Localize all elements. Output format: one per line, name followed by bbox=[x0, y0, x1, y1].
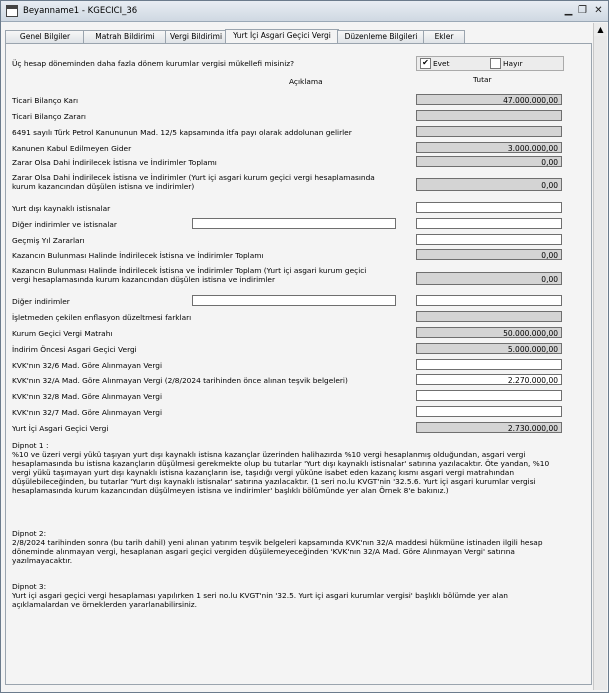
header-tutar: Tutar bbox=[473, 75, 492, 84]
row-label: KVK'nın 32/A Mad. Göre Alınmayan Vergi (2/8/2024 tarihinden önce alınan teşvik belgeleri) bbox=[12, 376, 348, 385]
close-icon[interactable]: ✕ bbox=[594, 5, 603, 16]
row-label: Ticari Bilanço Karı bbox=[12, 96, 79, 105]
header-aciklama: Açıklama bbox=[289, 77, 323, 86]
restore-icon[interactable]: ❐ bbox=[578, 5, 587, 16]
tab-matrah-bildirimi[interactable]: Matrah Bildirimi bbox=[83, 30, 167, 43]
row-label: İşletmeden çekilen enflasyon düzeltmesi farkları bbox=[12, 313, 192, 322]
amount-input[interactable] bbox=[416, 406, 562, 417]
footnote-3-title: Dipnot 3: bbox=[12, 582, 47, 591]
tab-ekler[interactable]: Ekler bbox=[423, 30, 465, 43]
row-label: Zarar Olsa Dahi İndirilecek İstisna ve İndirimler Toplamı bbox=[12, 158, 217, 167]
footnote-2-text: 2/8/2024 tarihinden sonra (bu tarih dahil) yeni alınan yatırım teşvik belgeleri kapsamında KVK'nın 32/A maddesi hükmüne istinaden ilgili hesap döneminde alınmayan vergi, hesaplanan asgari geçici vergiden düşülemeyeceğinden 'KVK'nın 32/A Mad. Göre Alınmayan Vergi' satırına yazılmayacaktır. bbox=[12, 538, 543, 565]
yes-checkbox[interactable]: ✔ bbox=[420, 58, 431, 69]
amount-input[interactable] bbox=[416, 202, 562, 213]
row-label: Yurt dışı kaynaklı istisnalar bbox=[12, 204, 111, 213]
row-label: Kurum Geçici Vergi Matrahı bbox=[12, 329, 113, 338]
description-input[interactable] bbox=[192, 295, 396, 306]
amount-field bbox=[416, 126, 562, 137]
yes-label: Evet bbox=[433, 59, 450, 68]
description-input[interactable] bbox=[192, 218, 396, 229]
row-label: Kazancın Bulunması Halinde İndirilecek İstisna ve İndirimler Toplamı bbox=[12, 251, 264, 260]
amount-field: 0,00 bbox=[416, 178, 562, 191]
amount-field: 2.730.000,00 bbox=[416, 422, 562, 433]
amount-input[interactable]: 2.270.000,00 bbox=[416, 374, 562, 385]
minimize-icon[interactable]: ▁ bbox=[564, 5, 573, 16]
row-label: KVK'nın 32/7 Mad. Göre Alınmayan Vergi bbox=[12, 408, 163, 417]
row-label: KVK'nın 32/6 Mad. Göre Alınmayan Vergi bbox=[12, 361, 163, 370]
amount-input[interactable] bbox=[416, 218, 562, 229]
amount-field: 47.000.000,00 bbox=[416, 94, 562, 105]
amount-field: 0,00 bbox=[416, 249, 562, 260]
tab-bar bbox=[5, 30, 585, 43]
title-bar bbox=[1, 1, 608, 22]
footnote-3-text: Yurt içi asgari geçici vergi hesaplaması yapılırken 1 seri no.lu KVGT'nin '32.5. Yurt içi asgari kurumlar vergisi' başlıklı bölümde yer alan açıklamalardan ve örneklerden yararlanabilirsiniz. bbox=[12, 591, 508, 609]
footnote-1-text: %10 ve üzeri vergi yükü taşıyan yurt dışı kaynaklı istisna kazançlar üzerinden halihazırda %10 vergi hesaplanmış olduğundan, asgari vergi hesaplamasında bu istisna kazançların düşülmesi gerekmekte olup bu tutarlar 'Yurt dışı kaynaklı istisnalar' satırına yazılacaktır. Öte yandan, %10 vergi yükü taşımayan yurt dışı kaynaklı istisna kazançların ise, taşıdığı vergi yüküne isabet eden kazanç kısmı asgari vergi matrahından düşülebileceğinden, bu tutarlar 'Yurt dışı kaynaklı istisnalar' satırına yazılacaktır. (1 seri no.lu KVGT'nin '32.5.6. Yurt içi asgari kurumlar vergisi hesaplamasında kurum kazancından düşülmeyen istisna ve indirimler' başlıklı bölümünde yer alan Örnek 8'e bakınız.) bbox=[12, 450, 550, 495]
vertical-scrollbar[interactable] bbox=[593, 23, 607, 690]
amount-field: 0,00 bbox=[416, 272, 562, 285]
row-label: 6491 sayılı Türk Petrol Kanununun Mad. 12/5 kapsamında itfa payı olarak addolunan gelirler bbox=[12, 128, 352, 137]
no-label: Hayır bbox=[503, 59, 523, 68]
row-label: Yurt İçi Asgari Geçici Vergi bbox=[12, 424, 109, 433]
window-icon bbox=[6, 5, 18, 17]
tab-genel-bilgiler[interactable]: Genel Bilgiler bbox=[5, 30, 85, 43]
footnote-1-title: Dipnot 1 : bbox=[12, 441, 49, 450]
amount-input[interactable] bbox=[416, 295, 562, 306]
scroll-up-arrow-icon[interactable]: ▲ bbox=[594, 23, 607, 36]
amount-input[interactable] bbox=[416, 234, 562, 245]
form-panel bbox=[5, 43, 592, 685]
amount-field: 3.000.000,00 bbox=[416, 142, 562, 153]
question-label: Üç hesap döneminden daha fazla dönem kurumlar vergisi mükellefi misiniz? bbox=[12, 59, 295, 68]
footnote-2-title: Dipnot 2: bbox=[12, 529, 47, 538]
amount-field: 5.000.000,00 bbox=[416, 343, 562, 354]
amount-field bbox=[416, 110, 562, 121]
row-label: Diğer indirimler ve istisnalar bbox=[12, 220, 117, 229]
row-label: İndirim Öncesi Asgari Geçici Vergi bbox=[12, 345, 137, 354]
tab-yurt-ici-asgari-gecici-vergi[interactable]: Yurt İçi Asgari Geçici Vergi bbox=[225, 29, 339, 43]
amount-input[interactable] bbox=[416, 390, 562, 401]
row-label: Geçmiş Yıl Zararları bbox=[12, 236, 85, 245]
row-label: KVK'nın 32/8 Mad. Göre Alınmayan Vergi bbox=[12, 392, 163, 401]
row-label: Kanunen Kabul Edilmeyen Gider bbox=[12, 144, 132, 153]
tab-vergi-bildirimi[interactable]: Vergi Bildirimi bbox=[165, 30, 227, 43]
row-label: Ticari Bilanço Zararı bbox=[12, 112, 86, 121]
amount-input[interactable] bbox=[416, 359, 562, 370]
tab-duzenleme-bilgileri[interactable]: Düzenleme Bilgileri bbox=[337, 30, 425, 43]
row-label: Kazancın Bulunması Halinde İndirilecek İstisna ve İndirimler Toplam (Yurt içi asgari kurum geçici vergi hesaplamasında kurum kazancından düşülen istisna ve indirimler bbox=[12, 266, 367, 284]
row-label: Zarar Olsa Dahi İndirilecek İstisna ve İndirimler (Yurt içi asgari kurum geçici vergi hesaplamasında kurum kazancından düşülen istisna ve indirimler) bbox=[12, 173, 375, 191]
amount-field: 50.000.000,00 bbox=[416, 327, 562, 338]
no-checkbox[interactable] bbox=[490, 58, 501, 69]
amount-field bbox=[416, 311, 562, 322]
row-label: Diğer indirimler bbox=[12, 297, 70, 306]
amount-field: 0,00 bbox=[416, 156, 562, 167]
window-title: Beyanname1 - KGECICI_36 bbox=[23, 6, 138, 16]
